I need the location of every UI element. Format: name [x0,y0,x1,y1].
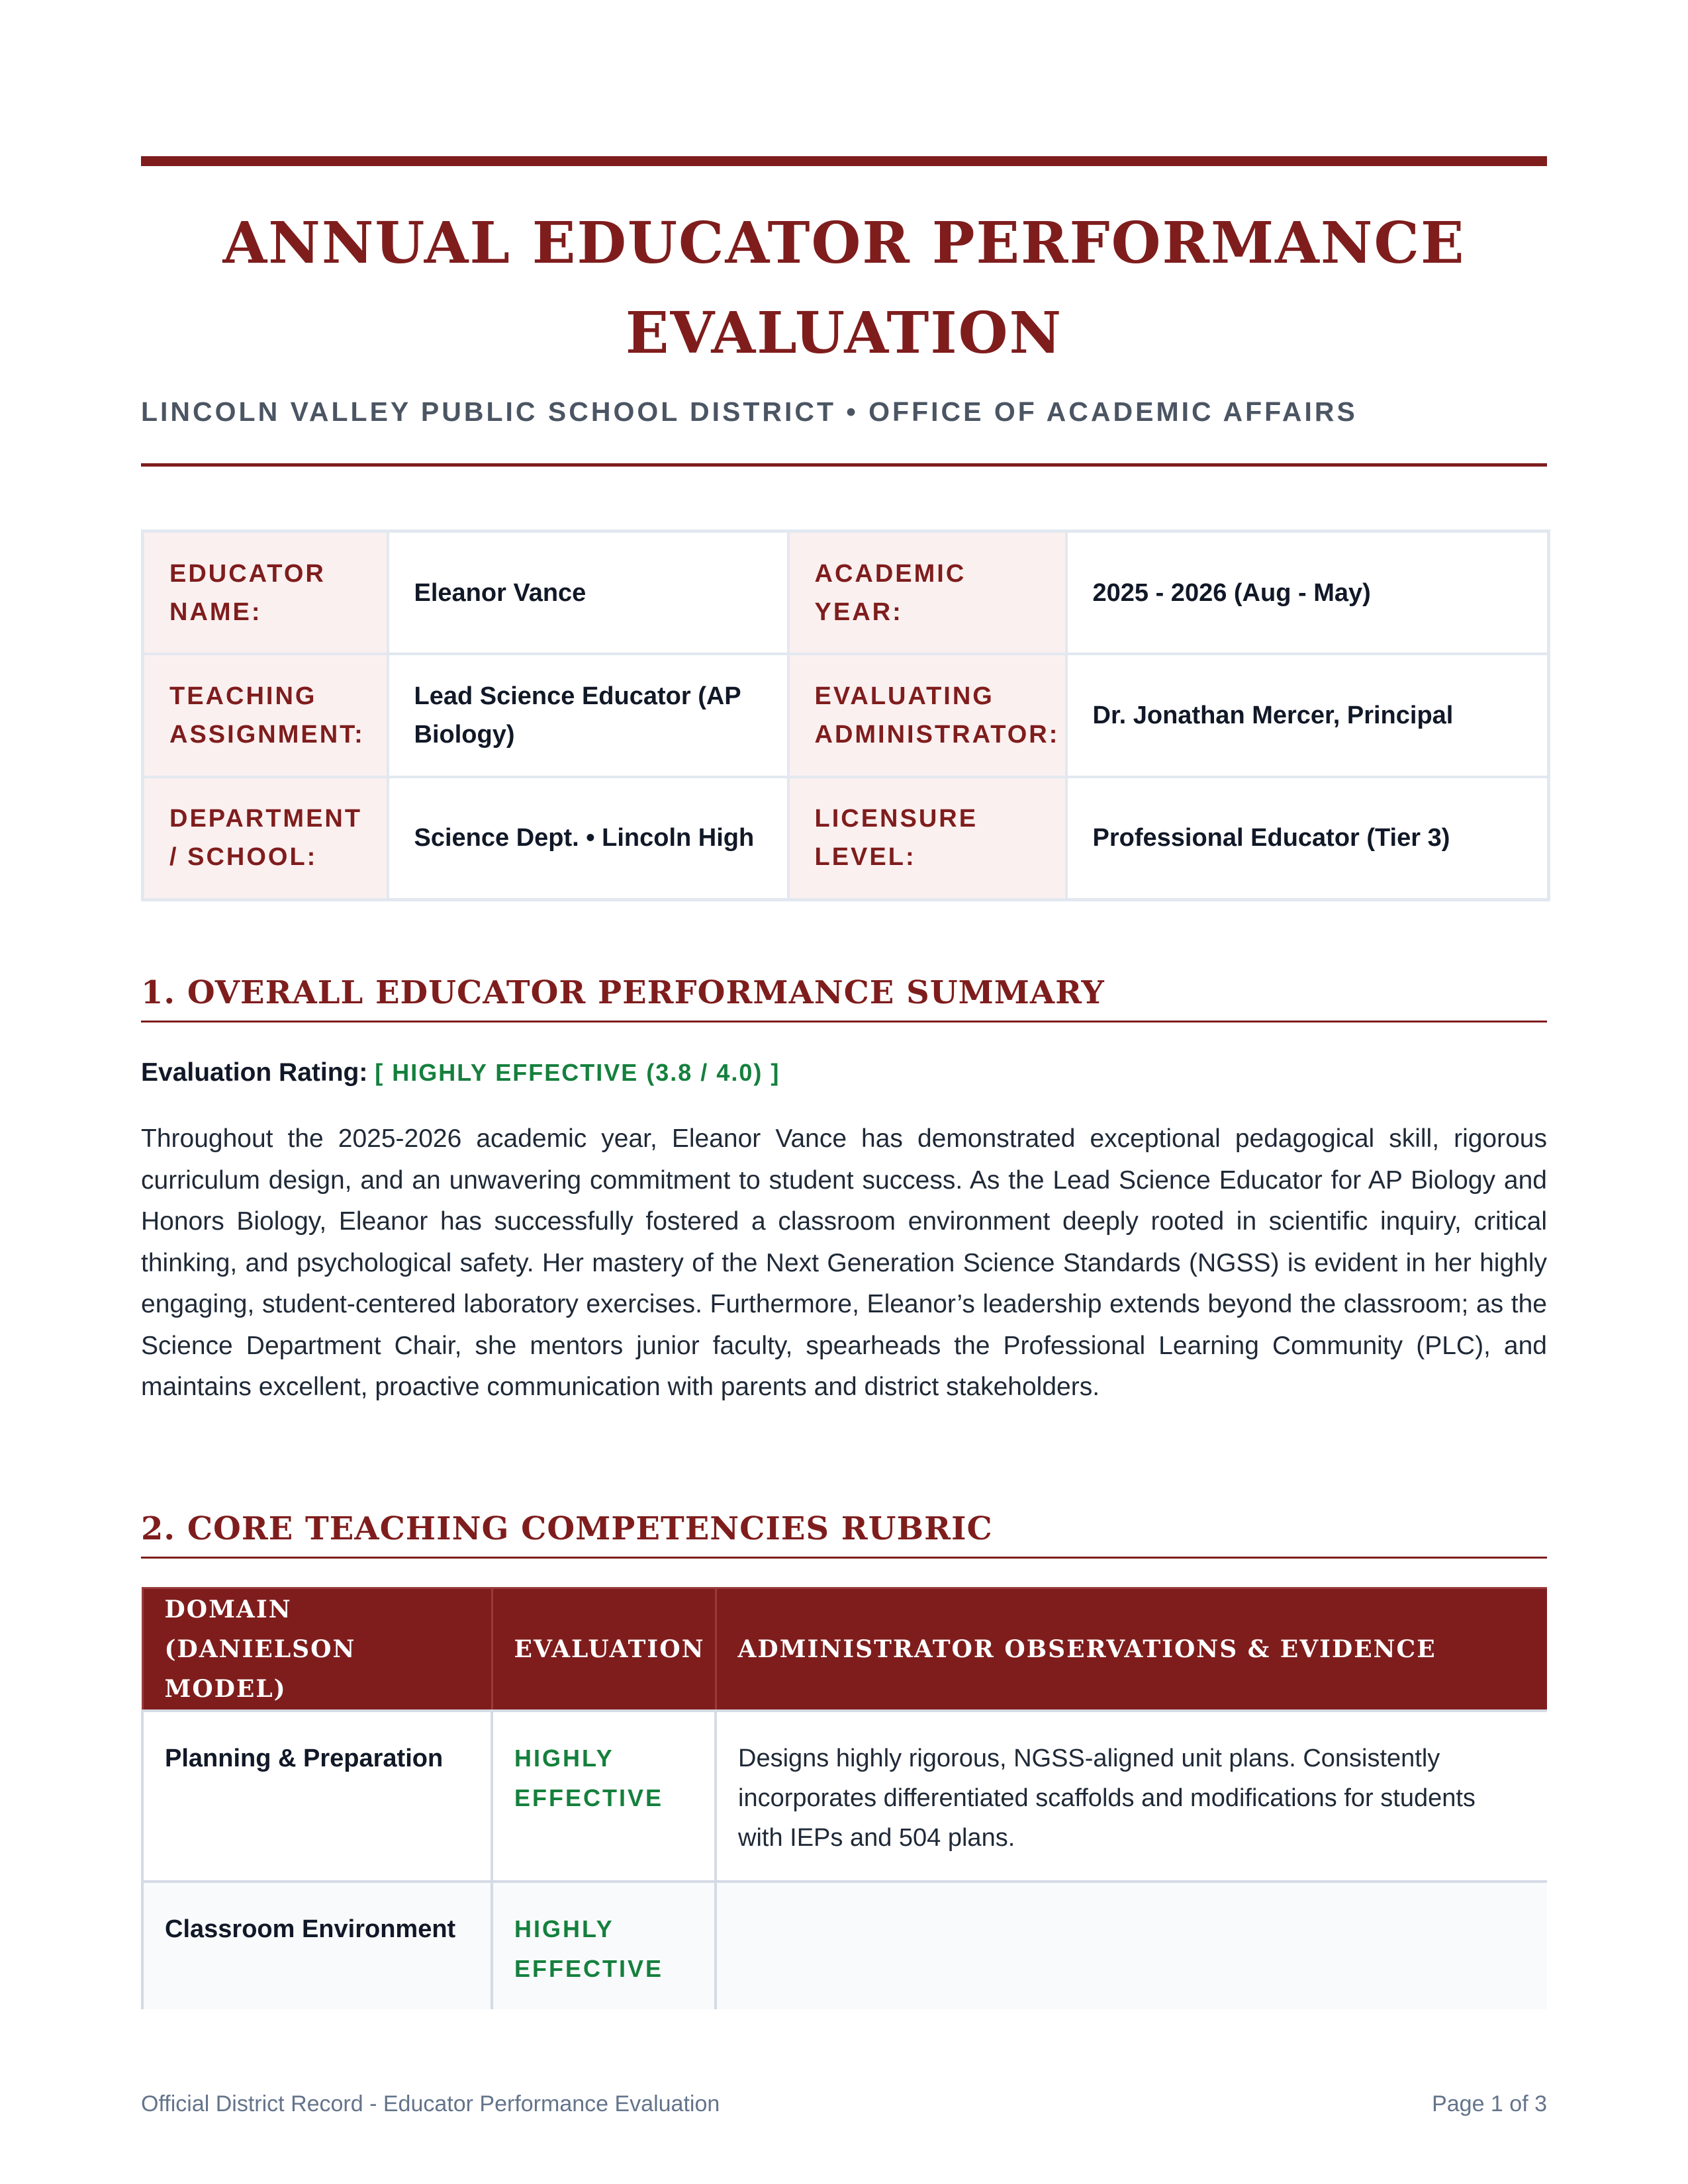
domain-column-header: DOMAIN (DANIELSON MODEL) [142,1588,492,1711]
teaching-assignment-label: TEACHING ASSIGNMENT: [143,654,388,776]
evaluation-column-header: EVALUATION [492,1588,716,1711]
evaluation-rating [141,1055,780,1091]
academic-year-label: ACADEMIC YEAR: [788,531,1066,655]
teaching-assignment-value: Lead Science Educator (AP Biology) [388,654,788,776]
info-row [143,531,1549,655]
rubric-domain: Classroom Environment [142,1882,492,2009]
top-divider [141,156,1547,166]
rubric-container [141,1587,1547,2009]
rubric-evaluation: HIGHLY EFFECTIVE [492,1711,716,1882]
evaluating-admin-value: Dr. Jonathan Mercer, Principal [1066,654,1549,776]
evaluating-admin-label: EVALUATING ADMINISTRATOR: [788,654,1066,776]
section-1-heading: 1. OVERALL EDUCATOR PERFORMANCE SUMMARY [141,972,1547,1023]
page-number: Page 1 of 3 [1432,2091,1547,2116]
rating-label: Evaluation Rating: [141,1058,368,1087]
educator-name-label: EDUCATOR NAME: [143,531,388,655]
rubric-observations: Designs highly rigorous, NGSS-aligned unit plans. Consistently incorporates differentiated scaffolds and modifications for students with IEPs and 504 plans. [716,1711,1547,1882]
table-row [142,1882,1547,2009]
educator-info-table [141,529,1550,901]
licensure-value: Professional Educator (Tier 3) [1066,777,1549,900]
observations-column-header: ADMINISTRATOR OBSERVATIONS & EVIDENCE [716,1588,1547,1711]
header-divider [141,463,1547,467]
performance-summary: Throughout the 2025-2026 academic year, Eleanor Vance has demonstrated exceptional pedagogical skill, rigorous curriculum design, and an unwavering commitment to student success. As the Lead Science Educator for AP Biology and Honors Biology, Eleanor has successfully fostered a classroom environment deeply rooted in scientific inquiry, critical thinking, and psychological safety. Her mastery of the Next Generation Science Standards (NGSS) is evident in her highly engaging, student-centered laboratory exercises. Furthermore, Eleanor’s leadership extends beyond the classroom; as the Science Department Chair, she mentors junior faculty, spearheads the Professional Learning Community (PLC), and maintains excellent, proactive communication with parents and district stakeholders. [141,1124,1547,1401]
rubric-evaluation: HIGHLY EFFECTIVE [492,1882,716,2009]
document-title: ANNUAL EDUCATOR PERFORMANCE EVALUATION [222,210,1466,367]
info-row [143,654,1549,776]
rubric-domain: Planning & Preparation [142,1711,492,1882]
section-2-heading: 2. CORE TEACHING COMPETENCIES RUBRIC [141,1508,1547,1559]
rubric-observations [716,1882,1547,2009]
licensure-label: LICENSURE LEVEL: [788,777,1066,900]
document-page [141,0,1547,2184]
footer-record-label: Official District Record - Educator Performance Evaluation [141,2091,720,2116]
document-subtitle: LINCOLN VALLEY PUBLIC SCHOOL DISTRICT • OFFICE OF ACADEMIC AFFAIRS [141,396,1358,427]
educator-name-value: Eleanor Vance [388,531,788,655]
rating-value: [ HIGHLY EFFECTIVE (3.8 / 4.0) ] [375,1059,780,1086]
academic-year-value: 2025 - 2026 (Aug - May) [1066,531,1549,655]
department-value: Science Dept. • Lincoln High [388,777,788,900]
rubric-header-row [142,1588,1547,1711]
department-label: DEPARTMENT / SCHOOL: [143,777,388,900]
table-row [142,1711,1547,1882]
info-row [143,777,1549,900]
competencies-rubric-table [141,1587,1547,2009]
